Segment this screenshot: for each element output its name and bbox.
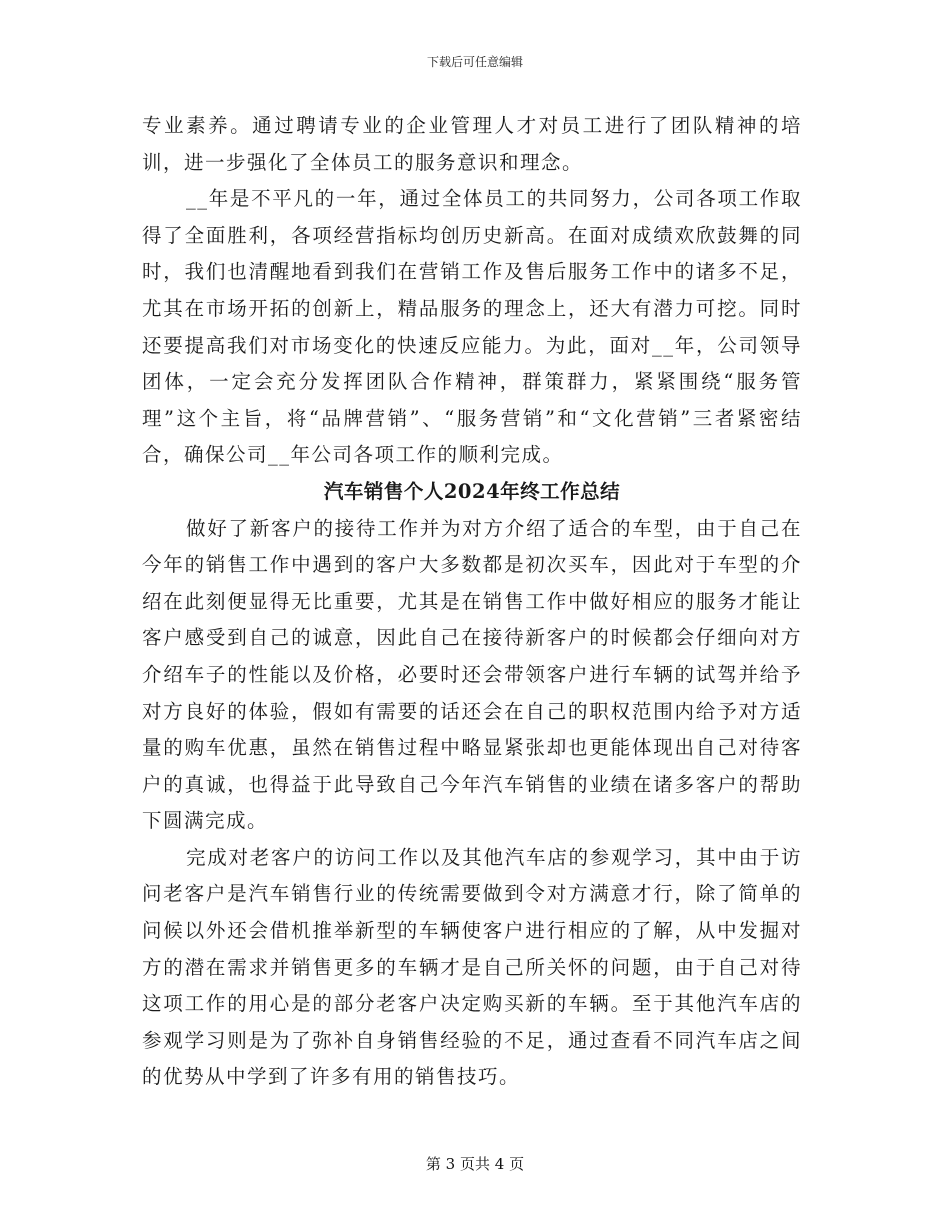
document-body [142, 108, 802, 1096]
header-note: 下载后可任意编辑 [426, 55, 523, 69]
paragraph-new-customers: 做好了新客户的接待工作并为对方介绍了适合的车型，由于自己在今年的销售工作中遇到的客户大多数都是初次买车，因此对于车型的介绍在此刻便显得无比重要，尤其是在销售工作中做好相应的服务才能让客户感受到自己的诚意，因此自己在接待新客户的时候都会仔细向对方介绍车子的性能以及价格，必要时还会带领客户进行车辆的试驾并给予对方良好的体验，假如有需要的话还会在自己的职权范围内给予对方适量的购车优惠，虽然在销售过程中略显紧张却也更能体现出自己对待客户的真诚，也得益于此导致自己今年汽车销售的业绩在诸多客户的帮助下圆满完成。 [142, 516, 802, 833]
paragraph-summary: __年是不平凡的一年，通过全体员工的共同努力，公司各项工作取得了全面胜利，各项经营指标均创历史新高。在面对成绩欢欣鼓舞的同时，我们也清醒地看到我们在营销工作及售后服务工作中的诸多不足，尤其在市场开拓的创新上，精品服务的理念上，还大有潜力可挖。同时还要提高我们对市场变化的快速反应能力。为此，面对__年，公司领导团体，一定会充分发挥团队合作精神，群策群力，紧紧围绕“服务管理”这个主旨，将“品牌营销”、“服务营销”和“文化营销”三者紧密结合，确保公司__年公司各项工作的顺利完成。 [142, 187, 802, 467]
section-title: 汽车销售个人2024年终工作总结 [323, 479, 621, 503]
paragraph-old-customers: 完成对老客户的访问工作以及其他汽车店的参观学习，其中由于访问老客户是汽车销售行业的传统需要做到令对方满意才行，除了简单的问候以外还会借机推举新型的车辆使客户进行相应的了解，从中发掘对方的潜在需求并销售更多的车辆才是自己所关怀的问题，由于自己对待这项工作的用心是的部分老客户决定购买新的车辆。至于其他汽车店的参观学习则是为了弥补自身销售经验的不足，通过查看不同汽车店之间的优势从中学到了许多有用的销售技巧。 [142, 845, 802, 1089]
paragraph-continuation: 专业素养。通过聘请专业的企业管理人才对员工进行了团队精神的培训，进一步强化了全体员工的服务意识和理念。 [142, 114, 802, 174]
page-number: 第 3 页共 4 页 [425, 1155, 525, 1173]
